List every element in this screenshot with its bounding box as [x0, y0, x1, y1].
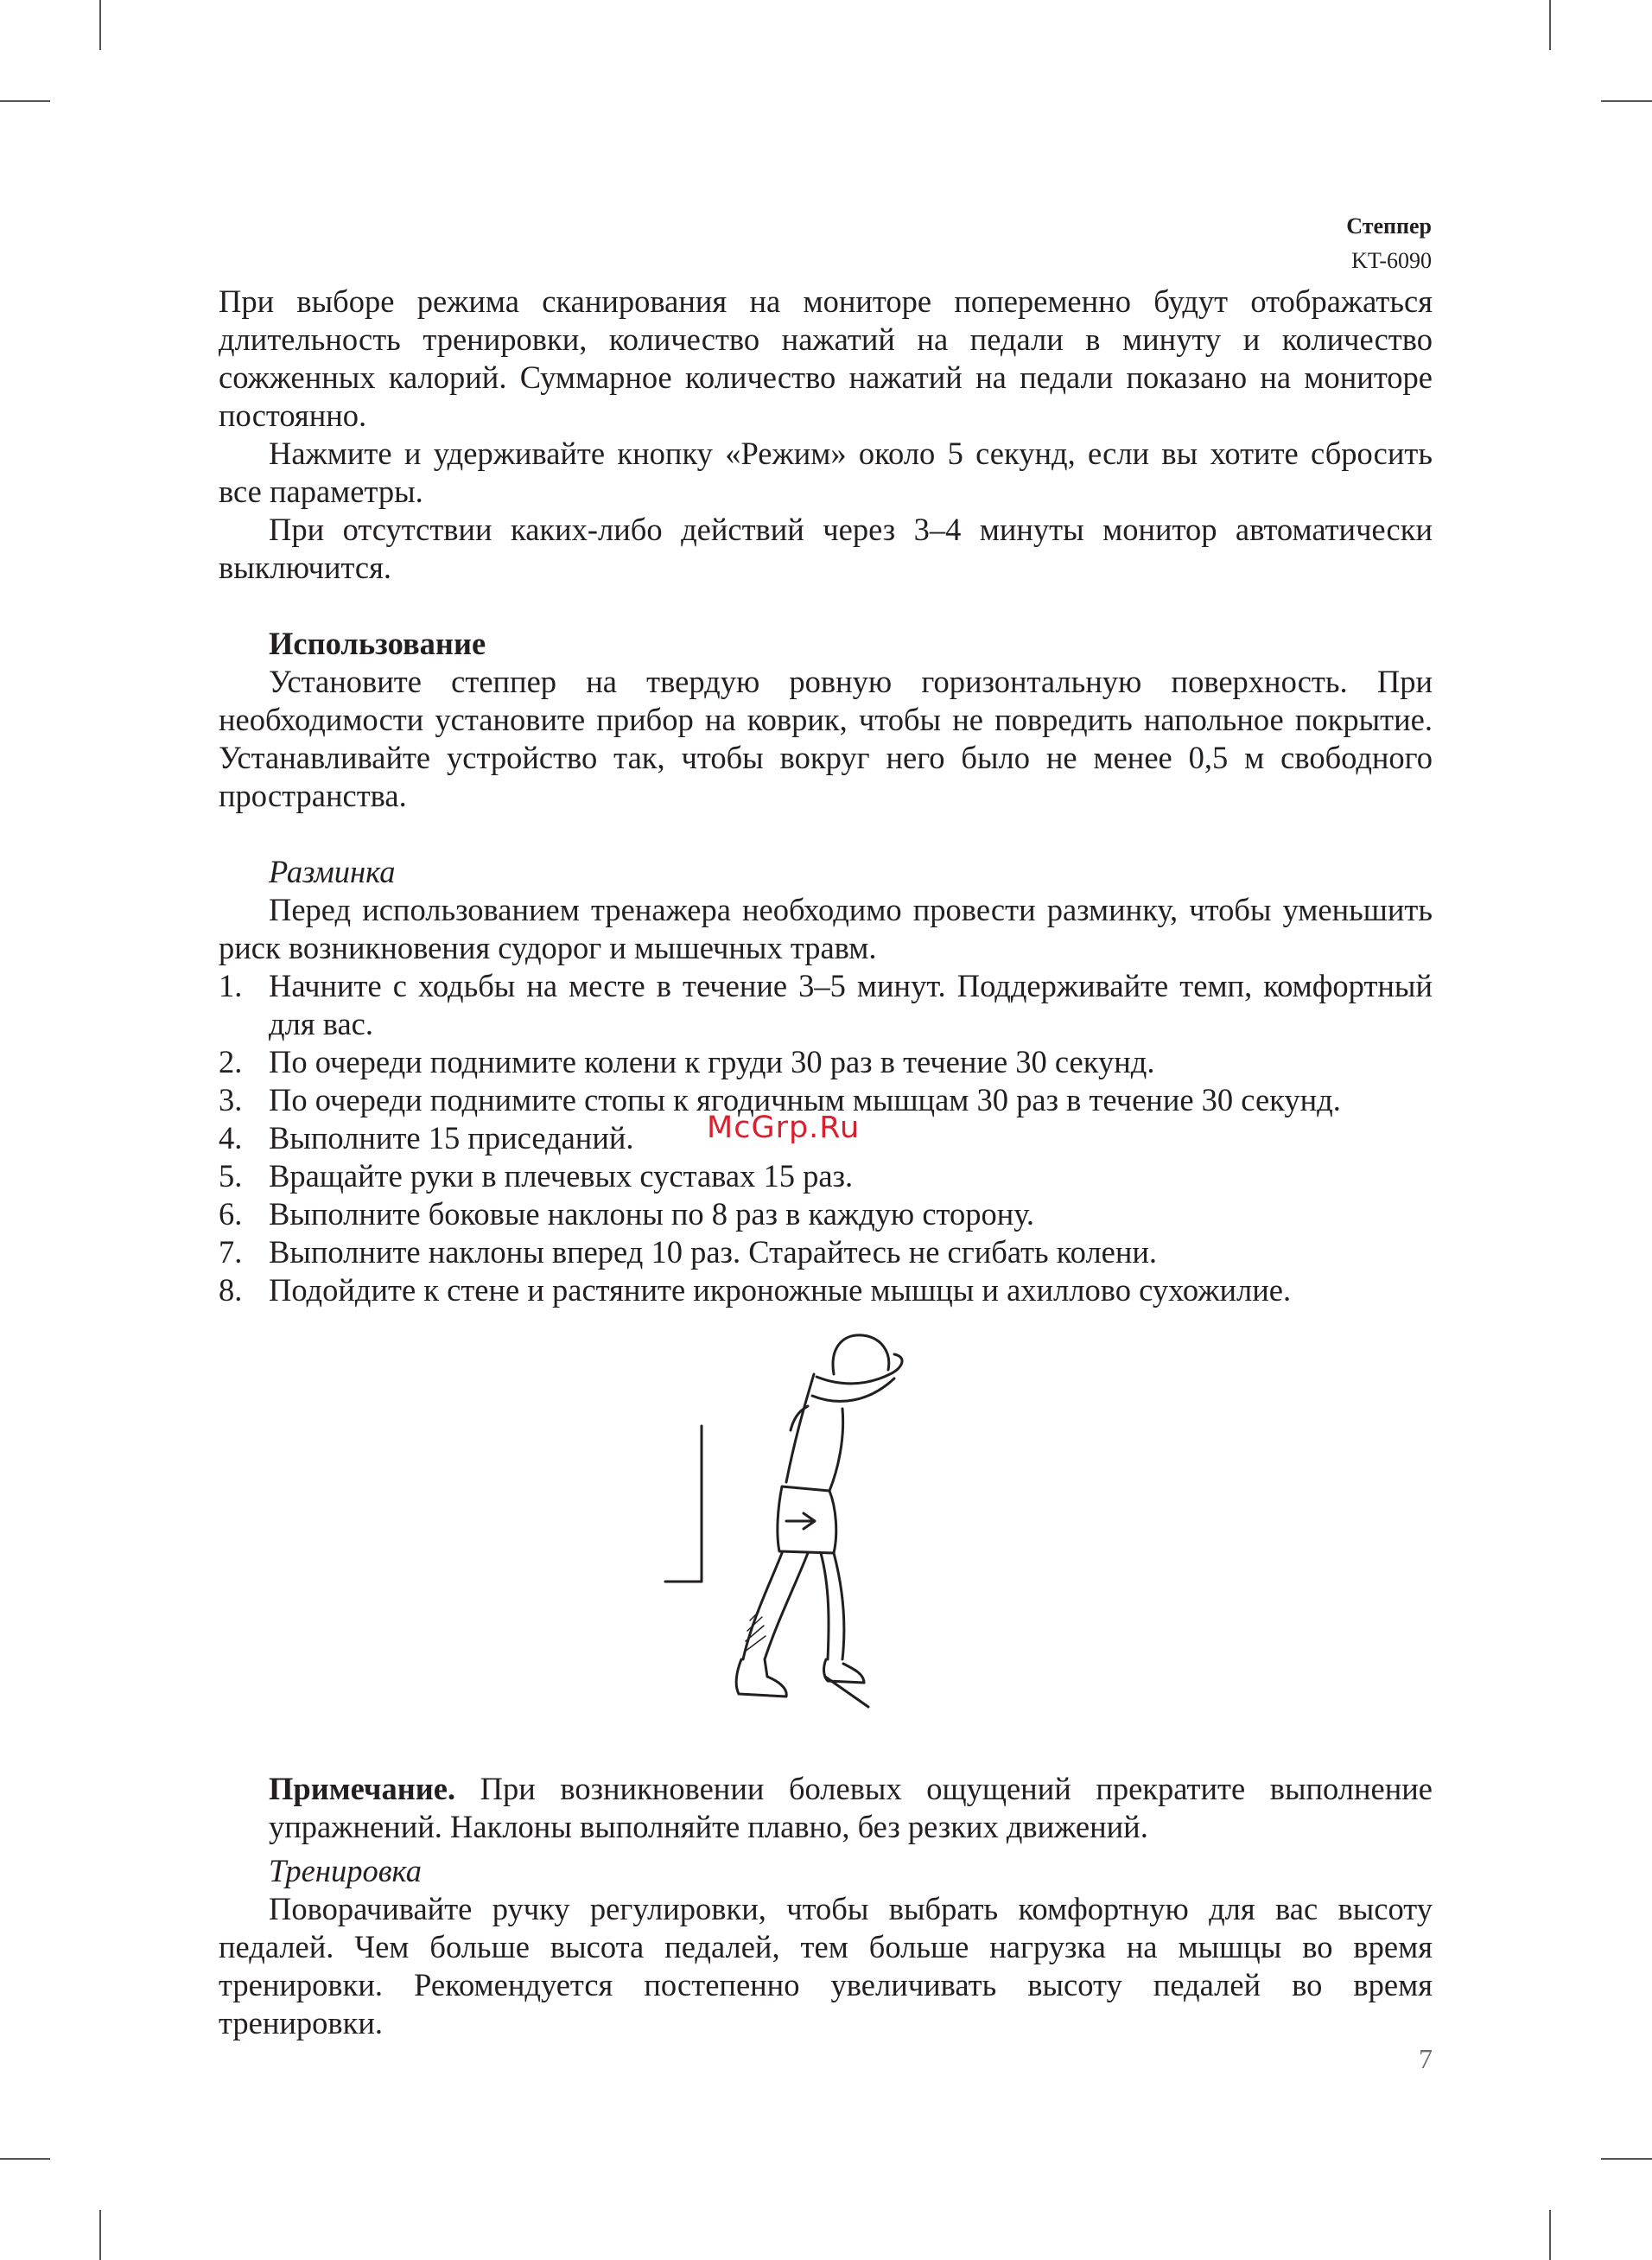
- training-heading: Тренировка: [269, 1853, 422, 1888]
- crop-mark: [1601, 2158, 1652, 2160]
- crop-mark: [99, 0, 101, 50]
- list-item: 4. Выполните 15 приседаний.: [219, 1120, 634, 1155]
- intro-paragraph-1: При выборе режима сканирования на мониторе попеременно будут отображаться длительность тренировки, количество нажатий на педали в минуту и количество сожженных калорий. Суммарное количество нажатий на педали показано на мониторе постоянно.: [219, 283, 1433, 433]
- usage-text: Установите степпер на твердую ровную горизонтальную поверхность. При необходимости установите прибор на коврик, чтобы не повредить напольное покрытие. Устанавливайте устройство так, чтобы вокруг него было не менее 0,5 м свободного пространства.: [219, 664, 1433, 813]
- list-item: 2. По очереди поднимите колени к груди 30 раз в течение 30 секунд.: [219, 1044, 1155, 1079]
- note-text: При возникновении болевых ощущений прекратите выполнение упражнений. Наклоны выполняйте плавно, без резких движений.: [269, 1770, 1433, 1844]
- training-section: [219, 1852, 1433, 2042]
- crop-mark: [0, 100, 50, 102]
- page-number: 7: [1419, 2043, 1433, 2074]
- crop-mark: [1549, 0, 1551, 50]
- warmup-heading: Разминка: [269, 854, 396, 889]
- running-header: [1346, 209, 1432, 278]
- training-text: Поворачивайте ручку регулировки, чтобы выбрать комфортную для вас высоту педалей. Чем больше высота педалей, тем больше нагрузка на мышцы во время тренировки. Рекомендуется постепенно увеличивать высоту педалей во время тренировки.: [219, 1891, 1433, 2040]
- main-content: [219, 283, 1433, 1309]
- list-item: 1. Начните с ходьбы на месте в течение 3–5 минут. Поддерживайте темп, комфортный для вас.: [219, 968, 1433, 1041]
- header-title: Степпер: [1346, 213, 1432, 239]
- note-label: Примечание.: [269, 1770, 456, 1806]
- list-item: 7. Выполните наклоны вперед 10 раз. Старайтесь не сгибать колени.: [219, 1234, 1158, 1270]
- usage-heading: Использование: [269, 626, 486, 661]
- list-item: 3. По очереди поднимите стопы к ягодичным мышцам 30 раз в течение 30 секунд.: [219, 1082, 1341, 1117]
- watermark: McGrp.Ru: [707, 1111, 861, 1145]
- calf-stretch-illustration: [657, 1327, 916, 1724]
- crop-mark: [0, 2158, 50, 2160]
- crop-mark: [1601, 100, 1652, 102]
- list-item: 6. Выполните боковые наклоны по 8 раз в каждую сторону.: [219, 1196, 1034, 1232]
- list-item: 8. Подойдите к стене и растяните икроножные мышцы и ахиллово сухожилие.: [219, 1272, 1292, 1308]
- intro-paragraph-3: При отсутствии каких-либо действий через 3–4 минуты монитор автоматически выключится.: [219, 512, 1433, 585]
- list-item: 5. Вращайте руки в плечевых суставах 15 раз.: [219, 1158, 854, 1194]
- crop-mark: [99, 2210, 101, 2260]
- note-paragraph: [269, 1770, 1433, 1846]
- warmup-intro: Перед использованием тренажера необходимо провести разминку, чтобы уменьшить риск возникновения судорог и мышечных травм.: [219, 892, 1433, 965]
- intro-paragraph-2: Нажмите и удерживайте кнопку «Режим» около 5 секунд, если вы хотите сбросить все параметры.: [219, 436, 1433, 509]
- header-model: KT-6090: [1351, 248, 1432, 273]
- crop-mark: [1549, 2210, 1551, 2260]
